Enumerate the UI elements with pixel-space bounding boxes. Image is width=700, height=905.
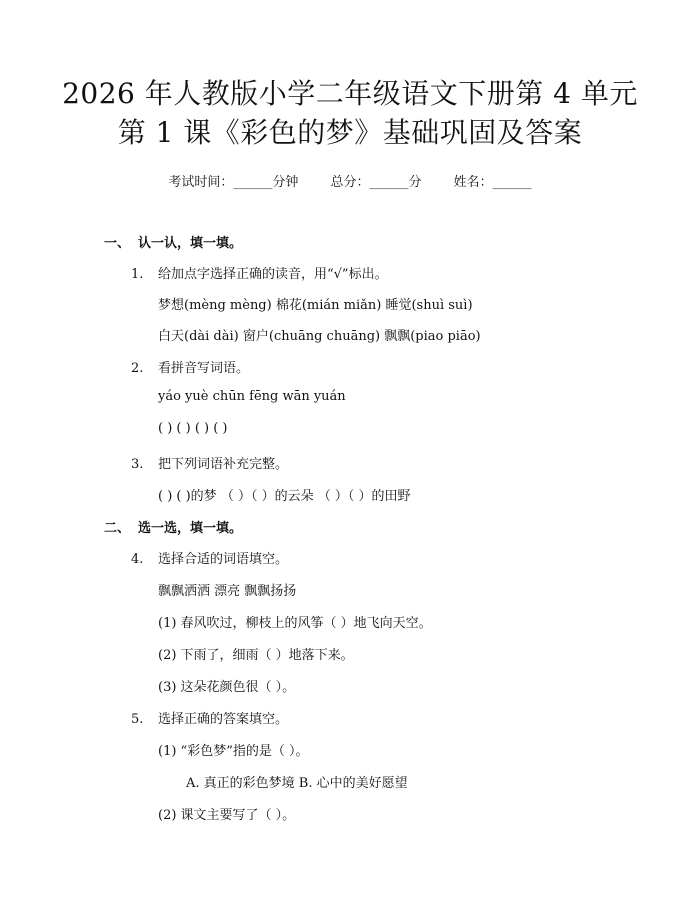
question-5 bbox=[131, 708, 288, 727]
q5-sentence-2: (2) 课文主要写了（ ）。 bbox=[158, 808, 296, 823]
question-number: 1. bbox=[131, 267, 144, 282]
question-number: 5. bbox=[131, 712, 144, 727]
exam-score: 总分：______分 bbox=[330, 175, 422, 190]
q4-sentence-3: (3) 这朵花颜色很（ ）。 bbox=[158, 680, 296, 695]
question-number: 3. bbox=[131, 457, 144, 472]
section-label: 选一选，填一填。 bbox=[138, 521, 243, 536]
question-2 bbox=[131, 357, 249, 376]
question-text: 看拼音写词语。 bbox=[158, 361, 250, 376]
question-text: 选择正确的答案填空。 bbox=[158, 712, 289, 727]
document-title-line1: 2026 年人教版小学二年级语文下册第 4 单元 bbox=[62, 77, 638, 110]
question-text: 选择合适的词语填空。 bbox=[158, 552, 289, 567]
exam-time: 考试时间：______分钟 bbox=[168, 175, 299, 190]
q5-options: A. 真正的彩色梦境 B. 心中的美好愿望 bbox=[186, 776, 408, 791]
question-1 bbox=[131, 263, 388, 282]
q2-blanks: ( ) ( ) ( ) ( ) bbox=[158, 421, 228, 436]
question-3 bbox=[131, 453, 288, 472]
document-title-line2: 第 1 课《彩色的梦》基础巩固及答案 bbox=[117, 116, 583, 149]
question-4 bbox=[131, 548, 288, 567]
section-heading bbox=[104, 517, 242, 536]
exam-meta bbox=[0, 171, 700, 190]
q3-line: ( ) ( )的梦 （ ）（ ）的云朵 （ ）（ ）的田野 bbox=[158, 489, 411, 504]
question-number: 4. bbox=[131, 552, 144, 567]
q4-sentence-1: (1) 春风吹过，柳枝上的风筝（ ）地飞向天空。 bbox=[158, 616, 432, 631]
section-number: 一、 bbox=[104, 236, 131, 251]
question-text: 给加点字选择正确的读音，用“√”标出。 bbox=[158, 267, 388, 282]
q2-pinyin: yáo yuè chūn fēng wān yuán bbox=[158, 389, 346, 404]
q1-line2: 白天(dài dài) 窗户(chuāng chuāng) 飘飘(piao piāo) bbox=[158, 329, 481, 344]
q5-sentence-1: (1) “彩色梦”指的是（ ）。 bbox=[158, 744, 309, 759]
exam-name: 姓名：______ bbox=[453, 175, 532, 190]
q4-words: 飘飘洒洒 漂亮 飘飘扬扬 bbox=[158, 584, 297, 599]
question-text: 把下列词语补充完整。 bbox=[158, 457, 289, 472]
section-label: 认一认，填一填。 bbox=[138, 236, 243, 251]
q1-line1: 梦想(mèng mèng) 棉花(mián miǎn) 睡觉(shuì suì) bbox=[158, 298, 473, 313]
question-number: 2. bbox=[131, 361, 144, 376]
q4-sentence-2: (2) 下雨了，细雨（ ）地落下来。 bbox=[158, 648, 354, 663]
section-heading bbox=[104, 232, 242, 251]
section-number: 二、 bbox=[104, 521, 131, 536]
